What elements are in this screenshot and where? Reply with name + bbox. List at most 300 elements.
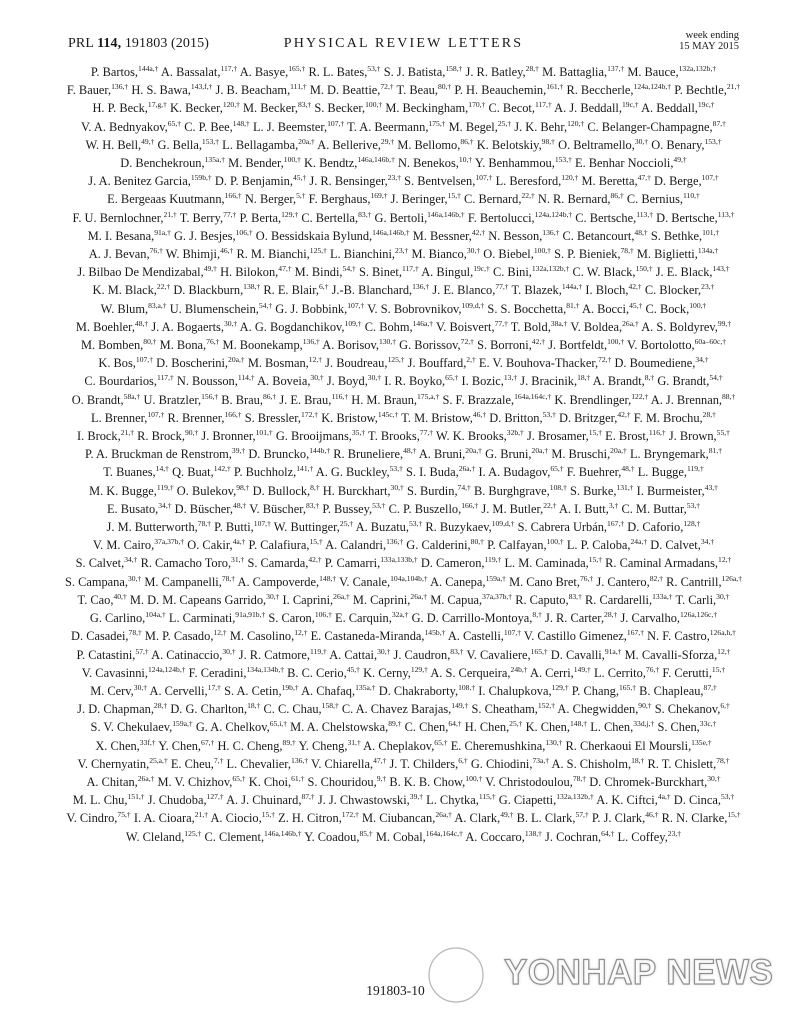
author-name: W. K. Brooks, [435,429,507,444]
author-entry [71,629,142,643]
author-affiliation: 20a,† [610,446,627,456]
author-affiliation: 31,† [231,555,245,565]
author-name: L. Cerrito, [593,665,646,680]
author-entry [177,374,255,388]
author-affiliation: 58a,† [123,391,141,401]
author-name: M. Bona, [159,338,207,353]
author-name: S. Bentvelsen, [404,174,476,189]
author-affiliation: 125,† [387,355,405,365]
author-entry [391,192,461,206]
author-entry [551,447,627,461]
author-entry [589,775,720,789]
author-entry [406,465,475,479]
author-name: W. H. Bell, [85,137,142,152]
author-name: D. Britton, [489,410,543,425]
author-entry [107,502,172,516]
author-entry [363,666,428,680]
author-affiliation: 26a,† [435,810,452,820]
author-name: E. Bergeaas Kuutmann, [107,192,225,207]
author-name: K. Choi, [248,774,292,789]
author-name: U. Blumenschein, [169,301,259,316]
author-entry [412,611,542,625]
author-entry [91,720,193,734]
author-name: L. Coffey, [617,829,668,844]
author-entry [394,648,464,662]
author-entry [590,720,654,734]
author-affiliation: 65,† [167,118,182,128]
author-entry [638,465,704,479]
author-affiliation: 25,a,† [149,755,168,765]
author-name: I. Brock, [77,429,121,444]
author-entry [477,138,555,152]
author-affiliation: 83,† [568,591,582,601]
author-entry [475,156,572,170]
author-entry [275,302,364,316]
author-affiliation: 90,† [638,701,652,711]
author-affiliation: 31,† [347,737,361,747]
author-name: O. Brandt, [71,392,124,407]
author-name: A. Bruni, [418,447,466,462]
author-affiliation: 34,† [700,537,715,547]
author-name: J. R. Batley, [465,65,526,79]
author-entry [88,174,211,188]
author-entry [538,192,624,206]
author-name: R. Brenner, [167,410,225,425]
author-affiliation: 166,† [461,500,479,510]
author-affiliation: 125,† [309,246,327,256]
author-entry [309,192,388,206]
author-entry [627,65,716,79]
author-affiliation: 48,† [403,446,417,456]
author-name: S. Chen, [657,720,700,735]
author-affiliation: 122,† [631,391,649,401]
author-affiliation: 34,† [124,555,138,565]
author-name: M. Bruschi, [551,447,611,462]
author-affiliation: 20a,† [531,446,549,456]
author-affiliation: 124a,124b,† [534,209,573,219]
author-name: C. C. Chau, [263,702,322,717]
author-entry [201,429,272,443]
author-entry [656,211,734,225]
author-entry [347,120,445,134]
author-entry [442,393,551,407]
author-entry [674,793,734,807]
author-entry [517,811,589,825]
author-entry [405,720,462,734]
author-entry [76,320,148,334]
author-name: V. Castillo Gimenez, [523,629,627,644]
author-affiliation: 91a,† [604,646,622,656]
author-entry [222,138,315,152]
author-name: D. Berge, [653,174,702,189]
author-name: M. Becker, [243,101,298,116]
author-affiliation: 49,† [500,810,514,820]
author-affiliation: 21,† [163,209,177,219]
author-affiliation: 136,† [111,82,129,92]
author-affiliation: 45,† [292,173,307,183]
author-affiliation: 78,† [128,628,142,638]
author-name: V. Chernyatin, [77,756,150,771]
author-affiliation: 134a,134b,† [246,664,285,674]
author-affiliation: 161,† [546,82,564,92]
author-name: A. K. Ciftci, [596,793,658,808]
author-affiliation: 80,† [437,82,452,92]
author-entry [488,229,559,243]
author-name: V. Büscher, [249,501,306,516]
author-name: D. Britzger, [559,410,618,425]
author-affiliation: 15,† [261,810,276,820]
author-entry [596,575,663,589]
author-entry [421,265,490,279]
author-entry [662,666,725,680]
author-name: J. Boyd, [326,374,368,389]
author-affiliation: 78,† [716,755,730,765]
author-entry [639,684,717,698]
author-name: J. A. Benitez Garcia, [88,174,191,189]
author-name: J. Bouffard, [407,356,467,371]
author-affiliation: 131,† [616,482,634,492]
author-entry [126,830,201,844]
author-affiliation: 130,† [378,337,397,347]
author-entry [650,538,714,552]
author-affiliation: 21,† [726,82,741,92]
author-affiliation: 8,† [644,373,655,383]
author-name: L. J. Beemster, [252,119,328,134]
author-name: S. Camarda, [247,556,309,571]
author-name: S. Bressler, [244,410,301,425]
author-name: V. Boisvert, [435,319,495,334]
author-name: T. Bold, [510,319,551,334]
author-entry [248,356,322,370]
author-entry [325,538,403,552]
author-entry [545,830,614,844]
author-affiliation: 117,† [534,100,552,110]
author-affiliation: 53,† [720,792,735,802]
author-name: R. Beccherle, [566,83,634,98]
author-name: S. Chouridou, [307,774,377,789]
author-entry [559,502,618,516]
author-entry [411,247,480,261]
author-entry [226,793,315,807]
author-affiliation: 22,† [156,282,171,292]
author-entry [184,120,250,134]
author-entry [499,793,594,807]
author-affiliation: 175,† [428,118,446,128]
author-affiliation: 110,† [683,191,700,201]
author-entry [496,174,579,188]
author-name: H. Chen, [464,720,510,735]
author-affiliation: 143,f,† [190,82,213,92]
author-affiliation: 86,† [460,136,474,146]
author-entry [594,666,659,680]
author-name: S. Calvet, [75,556,125,571]
author-affiliation: 76,† [579,573,594,583]
author-name: P. J. Clark, [591,811,646,826]
author-entry [82,666,186,680]
author-affiliation: 78,† [572,773,587,783]
author-affiliation: 81,† [708,446,723,456]
author-affiliation: 170,† [468,100,486,110]
author-entry [72,211,176,225]
author-entry [257,374,324,388]
author-affiliation: 30,† [310,373,324,383]
author-entry [245,192,306,206]
author-entry [647,757,729,771]
author-name: P. Catastini, [76,647,136,662]
author-entry [637,247,718,261]
author-name: I. Chalupkova, [478,683,552,698]
author-affiliation: 33f,† [139,737,156,747]
author-entry [581,174,650,188]
author-entry [170,302,272,316]
author-affiliation: 72,† [598,355,612,365]
author-name: C. Bertsche, [575,210,637,225]
author-entry [166,247,234,261]
author-affiliation: 21,† [194,810,209,820]
author-name: B. L. Clark, [516,811,576,826]
author-name: L. P. Caloba, [566,538,631,553]
author-entry [362,811,452,825]
author-affiliation: 159b,† [190,173,212,183]
author-affiliation: 12,† [294,628,308,638]
author-name: A. Bocci, [581,301,630,316]
author-name: L. Chevalier, [226,756,292,771]
author-affiliation: 53,† [389,464,403,474]
author-name: A. Beddall, [641,101,698,116]
author-affiliation: 34,† [158,500,172,510]
author-affiliation: 30,† [390,482,404,492]
author-name: N. R. Bernard, [537,192,611,207]
author-entry [249,775,305,789]
author-entry [89,484,174,498]
author-entry [77,648,149,662]
author-affiliation: 72,† [460,337,474,347]
journal-title: PHYSICAL REVIEW LETTERS [283,36,524,51]
author-entry [327,374,381,388]
author-entry [363,739,447,753]
author-entry [317,138,394,152]
author-name: G. Borissov, [399,338,461,353]
author-affiliation: 25,† [339,519,354,529]
author-name: A. S. Cerqueira, [430,665,511,680]
author-name: A. J. Beddall, [554,101,622,116]
author-entry [567,538,647,552]
author-entry [342,702,469,716]
author-entry [151,648,236,662]
author-entry [84,374,173,388]
author-affiliation: 91a,† [154,227,171,237]
author-entry [515,593,582,607]
author-entry [514,120,584,134]
author-entry [314,101,382,115]
author-affiliation: 80,† [470,537,484,547]
author-affiliation: 15,† [447,191,461,201]
author-name: K. Bos, [98,356,136,371]
author-name: C. Bourdarios, [84,374,157,389]
author-name: A. J. Bevan, [88,247,150,262]
author-name: C. Bernius, [626,192,684,207]
author-name: G. Bella, [157,137,202,152]
author-name: S. Becker, [314,101,366,116]
author-affiliation: 165,† [288,64,306,73]
author-entry [93,283,171,297]
news-agency-watermark [420,935,790,1015]
author-name: J. Chudoba, [147,793,207,808]
author-entry [173,283,260,297]
author-affiliation: 158,† [321,701,339,711]
author-entry [278,811,359,825]
author-entry [572,684,636,698]
author-name: V. Cavaliere, [466,647,531,662]
author-affiliation: 146a,146b,† [427,209,465,219]
author-entry [634,411,716,425]
author-name: S. Bethke, [650,228,703,243]
author-affiliation: 152,† [537,701,555,711]
author-name: J. Bortfeldt, [548,338,608,353]
author-entry [65,575,141,589]
author-affiliation: 144a,† [561,282,583,292]
author-entry [379,684,475,698]
author-affiliation: 119,† [686,464,704,474]
author-affiliation: 30,† [133,682,148,692]
author-name: I. Bozic, [461,374,504,389]
author-affiliation: 129,† [551,682,569,692]
author-entry [419,447,482,461]
author-entry [145,629,227,643]
author-name: C. A. Chavez Barajas, [341,702,452,717]
author-entry [464,192,535,206]
author-affiliation: 28,† [604,610,618,620]
author-entry [558,138,648,152]
author-affiliation: 21,† [120,428,135,438]
author-affiliation: 47,† [637,173,651,183]
author-name: O. Benary, [651,137,705,152]
author-affiliation: 132a,132b,† [556,792,594,802]
author-name: R. Buzykaev, [425,520,492,535]
author-affiliation: 129,† [410,664,428,674]
author-affiliation: 120,† [222,100,240,110]
author-affiliation: 33c,† [699,719,717,729]
author-entry [625,648,731,662]
author-affiliation: 14,† [155,464,169,474]
author-affiliation: 65,† [434,737,448,747]
author-name: K. Belotskiy, [476,137,542,152]
author-affiliation: 144b,† [309,446,331,456]
author-entry [627,192,700,206]
author-list [64,63,743,939]
author-name: R. Bruneliere, [333,447,404,462]
author-affiliation: 108,† [549,482,567,492]
author-name: I. Burmeister, [636,483,705,498]
author-entry [375,211,465,225]
author-affiliation: 113,† [636,209,654,219]
author-name: T. M. Bristow, [401,410,473,425]
author-affiliation: 53,† [686,500,701,510]
author-entry [483,247,551,261]
author-name: J.-B. Blanchard, [331,283,413,298]
author-affiliation: 18,† [247,701,261,711]
journal-volume: 114, [97,36,122,51]
author-name: G. J. Bobbink, [275,301,348,316]
author-affiliation: 100,† [283,155,301,165]
author-name: A. I. Butt, [558,501,609,516]
author-entry [430,575,506,589]
author-affiliation: 141,† [296,464,314,474]
author-name: M. Boehler, [75,319,135,334]
author-entry [141,556,245,570]
author-entry [210,811,275,825]
author-name: C. P. Bee, [184,119,233,134]
author-entry [131,83,212,97]
author-affiliation: 119,† [310,646,327,656]
author-entry [143,393,218,407]
author-name: I. A. Cioara, [133,811,195,826]
author-name: A. Clark, [454,811,501,826]
author-entry [368,429,433,443]
author-entry [92,101,166,115]
author-entry [527,429,602,443]
author-affiliation: 107,† [475,173,493,183]
author-affiliation: 32b,† [506,428,524,438]
author-entry [479,356,611,370]
author-name: H. C. Cheng, [217,738,283,753]
author-name: R. T. Chislett, [647,756,717,771]
author-entry [408,356,476,370]
author-affiliation: 54,† [258,300,273,310]
author-entry [321,411,398,425]
author-entry [478,684,568,698]
author-affiliation: 136,† [302,337,320,347]
author-entry [481,502,556,516]
author-name: A. S. Boldyrev, [641,319,718,334]
author-affiliation: 15,† [711,664,726,674]
author-affiliation: 24a,† [630,537,648,547]
author-entry [76,556,138,570]
author-name: R. N. Clarke, [661,811,728,826]
author-name: T. Blazek, [511,283,562,298]
author-name: F. Buehrer, [566,465,622,480]
author-affiliation: 43,† [704,482,718,492]
author-affiliation: 83,† [358,209,372,219]
author-name: A. Cerri, [530,665,574,680]
author-affiliation: 137,† [607,64,625,73]
author-entry [557,702,651,716]
author-name: D. Chakraborty, [378,683,459,698]
author-entry [239,648,327,662]
author-affiliation: 83,a,† [148,300,167,310]
author-affiliation: 19c,† [697,100,715,110]
author-name: A. Cervelli, [149,683,208,698]
author-entry [351,393,439,407]
author-affiliation: 136,† [542,227,560,237]
author-entry [596,793,670,807]
author-name: H. Burckhart, [322,483,391,498]
author-affiliation: 136,† [291,755,309,765]
author-entry [524,629,644,643]
author-entry [605,556,731,570]
author-entry [73,793,145,807]
author-entry [520,374,590,388]
author-affiliation: 30,† [127,573,142,583]
author-affiliation: 75,† [117,810,131,820]
author-entry [148,793,224,807]
author-entry [559,411,631,425]
author-affiliation: 30,† [223,318,238,328]
author-name: J. T. Childers, [389,756,459,771]
author-affiliation: 48,† [634,227,648,237]
author-affiliation: 135e,† [691,737,712,747]
author-affiliation: 42,† [471,227,486,237]
